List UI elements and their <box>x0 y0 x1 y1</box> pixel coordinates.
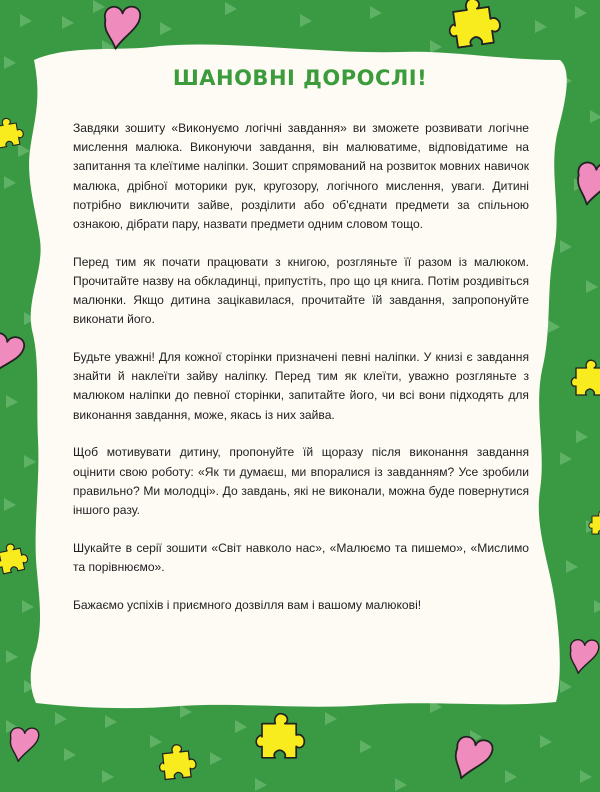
paragraph-series: Шукайте в серії зошити «Світ навколо нас», «Малюємо та пишемо», «Мислимо та порівнюємо». <box>73 540 529 574</box>
paragraph-intro: Завдяки зошиту «Виконуємо логічні завдання» ви зможете розвивати логічне мислення малюка. Виконуючи завдання, він малюватиме, відповідатиме на запитання та клеїтиме наліпки. Зошит спрямований на розвиток мовних навичок малюка, дрібної моторики рук, кругозору, логічного мислення, уваги. Дитині потрібно виключити зайве, розділити або об'єднати предмети за спільною ознакою, дібрати пару, назвати предмети одним словом тощо. <box>73 121 529 232</box>
page-body <box>73 119 529 633</box>
page-title: ШАНОВНІ ДОРОСЛІ! <box>172 66 428 90</box>
paragraph-wishes: Бажаємо успіхів і приємного дозвілля вам і вашому малюкові! <box>73 597 422 612</box>
paragraph-before-start: Перед тим як почати працювати з книгою, розгляньте її разом із малюком. Прочитайте назву на обкладинці, припустіть, про що ця книга. Потім роздивіться малюнки. Якщо дитина зацікавилася, прочитайте їй завдання, запропонуйте виконати його. <box>73 254 529 327</box>
paragraph-motivation: Щоб мотивувати дитину, пропонуйте їй щоразу після виконання завдання оцінити свою роботу: «Як ти думаєш, ми впоралися із завданням? Усе зробили правильно? Ми молодці». До завдань, які не виконали, можна буде повернутися іншого разу. <box>73 445 529 517</box>
paragraph-stickers: Будьте уважні! Для кожної сторінки призначені певні наліпки. У книзі є завдання знайти й наклеїти зайву наліпку. Перед тим як клеїти, уважно розгляньте з малюком наліпки до певної сторінки, запитайте його, чи всі вони підходять для виконання завдання, може, якась із них зайва. <box>73 350 529 422</box>
